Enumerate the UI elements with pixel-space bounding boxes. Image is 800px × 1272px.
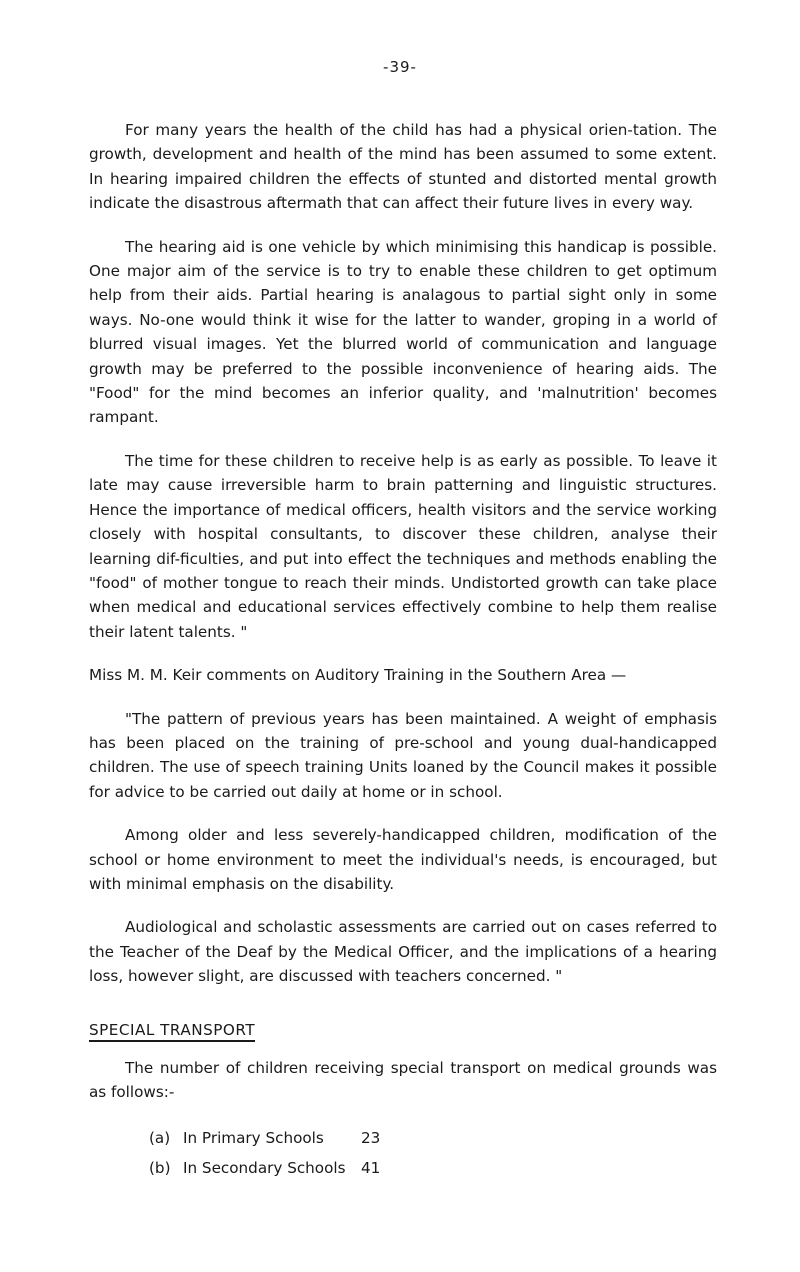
list-item (149, 1153, 717, 1183)
list-item-value: 23 (361, 1129, 381, 1148)
list-item-label: In Secondary Schools (183, 1159, 346, 1178)
transport-list (149, 1123, 717, 1183)
paragraph-keir-intro: Miss M. M. Keir comments on Auditory Training in the Southern Area — (89, 666, 627, 685)
list-item (149, 1123, 717, 1153)
page-number: -39- (383, 58, 417, 76)
paragraph-physical-orientation: For many years the health of the child has had a physical orien-tation. The growth, development and health of the mind has been assumed to some extent. In hearing impaired children the effects of stunted and distorted mental growth indicate the disastrous aftermath that can affect their future lives in every way. (89, 121, 717, 213)
section-heading-special-transport: SPECIAL TRANSPORT (89, 1020, 255, 1042)
paragraph-keir-quote-2: Among older and less severely-handicapped children, modification of the school or home environment to meet the individual's needs, is encouraged, but with minimal emphasis on the disability. (89, 826, 717, 893)
list-item-marker: (b) (149, 1159, 171, 1178)
list-item-value: 41 (361, 1159, 381, 1178)
list-item-label: In Primary Schools (183, 1129, 324, 1148)
paragraph-transport-intro: The number of children receiving special transport on medical grounds was as follows:- (89, 1058, 717, 1101)
paragraph-early-help: The time for these children to receive help is as early as possible. To leave it late may cause irreversible harm to brain patterning and linguistic structures. Hence the importance of medical officers, health visitors and the service working closely with hospital consultants, to discover these children, analyse their learning dif-ficulties, and put into effect the techniques and methods enabling the "food" of mother tongue to reach their minds. Undistorted growth can take place when medical and educational services effectively combine to help them realise their latent talents. " (89, 451, 717, 641)
paragraph-keir-quote-3: Audiological and scholastic assessments are carried out on cases referred to the Teacher of the Deaf by the Medical Officer, and the implications of a hearing loss, however slight, are discussed with teachers concerned. " (89, 918, 717, 986)
body-text (89, 118, 717, 1183)
paragraph-keir-quote-1: "The pattern of previous years has been maintained. A weight of emphasis has been placed on the training of pre-school and young dual-handicapped children. The use of speech training Units loaned by the Council makes it possible for advice to be carried out daily at home or in school. (89, 709, 717, 801)
list-item-marker: (a) (149, 1129, 171, 1148)
paragraph-hearing-aid: The hearing aid is one vehicle by which minimising this handicap is possible. One major aim of the service is to try to enable these children to get optimum help from their aids. Partial hearing is analagous to partial sight only in some ways. No-one would think it wise for the latter to wander, groping in a world of blurred visual images. Yet the blurred world of communication and language growth may be preferred to the possible inconvenience of hearing aids. The "Food" for the mind becomes an inferior quality, and 'malnutrition' becomes rampant. (89, 237, 717, 427)
